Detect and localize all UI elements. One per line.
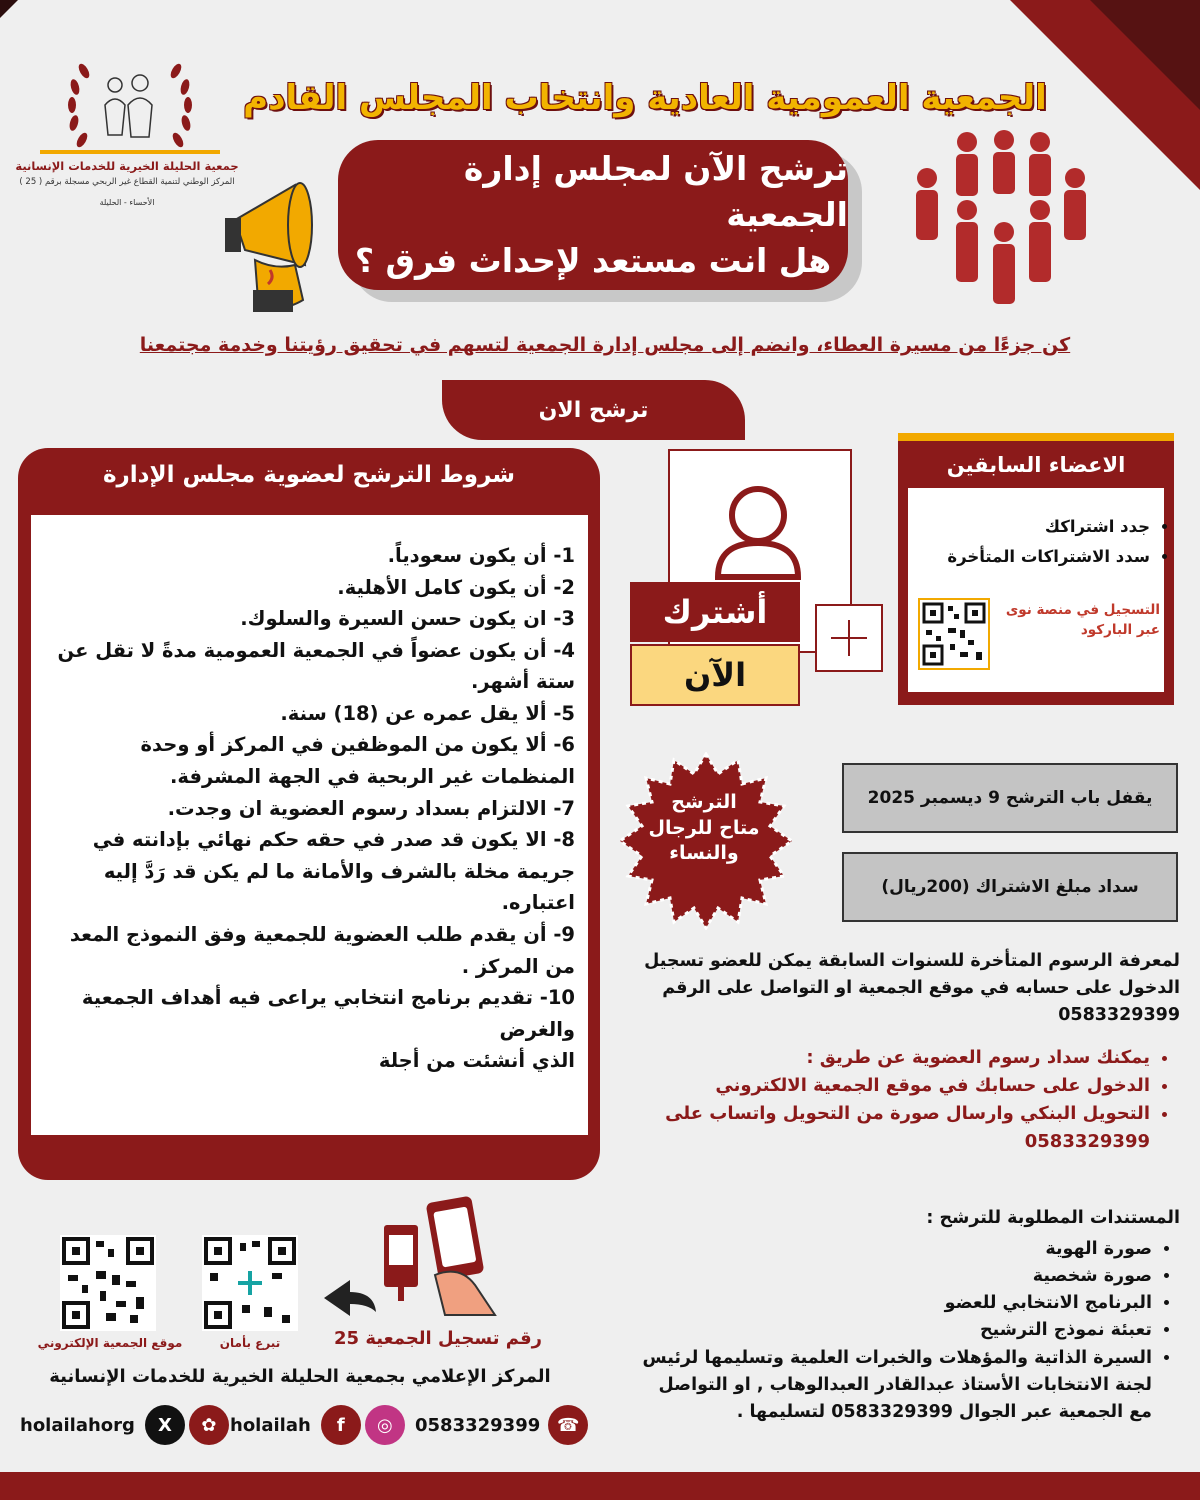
burst-line-1: الترشح bbox=[671, 791, 737, 813]
condition-item: 2- أن يكون كامل الأهلية. bbox=[337, 575, 575, 599]
tagline: كن جزءًا من مسيرة العطاء، وانضم إلى مجلس إدارة الجمعية لتسهم في تحقيق رؤيتنا وخدمة مجتمعنا bbox=[139, 334, 1071, 356]
logo-name: جمعية الحليلة الخيرية للخدمات الإنسانية bbox=[15, 159, 239, 173]
logo-emblem bbox=[60, 45, 200, 160]
late-fees-info: لمعرفة الرسوم المتأخرة للسنوات السابقة يمكن للعضو تسجيل الدخول على حسابه في موقع الجمعية او التواصل على الرقم 0583329399 bbox=[644, 951, 1180, 1026]
footer-bar bbox=[0, 1472, 1200, 1500]
phone-icon: ☎ bbox=[548, 1405, 588, 1445]
call-line-1: ترشح الآن لمجلس إدارة الجمعية bbox=[463, 148, 848, 234]
document-item: • البرنامج الانتخابي للعضو bbox=[640, 1290, 1152, 1317]
burst-line-3: والنساء bbox=[669, 842, 739, 865]
previous-members-item: • جدد اشتراكك bbox=[915, 512, 1150, 542]
website-qr-code[interactable] bbox=[60, 1235, 156, 1331]
user-icon bbox=[712, 485, 804, 580]
phone-scan-icon bbox=[380, 1195, 500, 1320]
facebook-icon: f bbox=[321, 1405, 361, 1445]
documents-title: المستندات المطلوبة للترشح : bbox=[926, 1208, 1180, 1228]
condition-item: 7- الالتزام بسداد رسوم العضوية ان وجدت. bbox=[167, 796, 575, 820]
instagram-icon: ◎ bbox=[365, 1405, 405, 1445]
conditions-title: شروط الترشح لعضوية مجلس الإدارة bbox=[102, 462, 516, 488]
website-label: موقع الجمعية الإلكتروني bbox=[37, 1336, 183, 1350]
register-line-2: عبر الباركود bbox=[1080, 622, 1160, 639]
condition-item: 6- ألا يكون من الموظفين في المركز أو وحدة المنظمات غير الربحية في الجهة المشرفة. bbox=[140, 733, 575, 789]
media-center-label: المركز الإعلامي بجمعية الحليلة الخيرية للخدمات الإنسانية bbox=[49, 1366, 551, 1387]
logo-location: الأحساء - الحليلة bbox=[99, 198, 155, 207]
call-to-action-banner bbox=[338, 140, 848, 290]
document-item: • تعبئة نموذج الترشيح bbox=[640, 1317, 1152, 1344]
condition-item: 8- الا يكون قد صدر في حقه حكم نهائي بإدانته في جريمة مخلة بالشرف والأمانة ما لم يكن قد رَدَّ إليه اعتباره. bbox=[92, 828, 575, 915]
page-title: الجمعية العمومية العادية وانتخاب المجلس القادم bbox=[243, 78, 1047, 118]
condition-item: 10- تقديم برنامج انتخابي يراعى فيه أهداف الجمعية والغرض bbox=[81, 986, 575, 1041]
payment-item: • يمكنك سداد رسوم العضوية عن طريق : bbox=[640, 1044, 1150, 1072]
previous-members-list bbox=[915, 512, 1172, 571]
logo-divider bbox=[40, 150, 220, 154]
condition-item: 9- أن يقدم طلب العضوية للجمعية وفق النموذج المعد من المركز . bbox=[69, 922, 575, 978]
phone-number: 0583329399 bbox=[415, 1414, 541, 1436]
x-icon: X bbox=[145, 1405, 185, 1445]
nawa-register-note bbox=[990, 600, 1160, 641]
phone-contact[interactable] bbox=[415, 1400, 588, 1450]
payment-methods-list bbox=[640, 1044, 1178, 1156]
payment-item: • التحويل البنكي وارسال صورة من التحويل واتساب على 0583329399 bbox=[640, 1100, 1150, 1156]
donate-label: تبرع بأمان bbox=[219, 1336, 281, 1350]
condition-item: 4- أن يكون عضواً في الجمعية العمومية مدةً لا تقل عن ستة أشهر. bbox=[57, 638, 575, 694]
corner-decoration-dark bbox=[1090, 0, 1200, 110]
instagram-contact[interactable] bbox=[230, 1400, 405, 1450]
condition-item: 3- ان يكون حسن السيرة والسلوك. bbox=[240, 607, 575, 631]
document-item: • صورة الهوية bbox=[640, 1236, 1152, 1263]
document-item: • صورة شخصية bbox=[640, 1263, 1152, 1290]
condition-item: 1- أن يكون سعودياً. bbox=[387, 544, 575, 567]
previous-members-item: • سدد الاشتراكات المتأخرة bbox=[915, 542, 1150, 572]
arrow-left-icon bbox=[322, 1278, 378, 1318]
corner-decoration-left bbox=[0, 0, 18, 18]
join-button-bottom[interactable]: الآن bbox=[630, 644, 800, 706]
call-line-2: هل انت مستعد لإحداث فرق ؟ bbox=[354, 241, 832, 281]
instagram-handle: holailah bbox=[230, 1414, 311, 1436]
register-line-1: التسجيل في منصة نوى bbox=[1005, 602, 1160, 618]
conditions-list bbox=[45, 540, 575, 1077]
documents-list bbox=[640, 1236, 1180, 1426]
people-group-icon bbox=[912, 130, 1087, 305]
fee-box: سداد مبلغ الاشتراك (200ريال) bbox=[842, 852, 1178, 922]
logo-subtitle: المركز الوطني لتنمية القطاع غير الربحي مسجلة برقم ( 25 ) bbox=[19, 177, 235, 187]
document-item: • السيرة الذاتية والمؤهلات والخبرات العلمية وتسليمها لرئيس لجنة الانتخابات الأستاذ عبدالقادر العبدالوهاب , او التواصل مع الجمعية عبر الجوال 0583329399 لتسليمها . bbox=[640, 1345, 1152, 1426]
previous-members-title: الاعضاء السابقين bbox=[946, 453, 1126, 477]
burst-line-2: متاح للرجال bbox=[648, 816, 760, 839]
deadline-box: يقفل باب الترشح 9 ديسمبر 2025 bbox=[842, 763, 1178, 833]
donate-qr-code[interactable] bbox=[202, 1235, 298, 1331]
snapchat-icon: ✿ bbox=[189, 1405, 229, 1445]
payment-item: • الدخول على حسابك في موقع الجمعية الالكتروني bbox=[640, 1072, 1150, 1100]
x-contact[interactable] bbox=[20, 1400, 229, 1450]
join-button-top[interactable]: أشترك bbox=[630, 582, 800, 642]
previous-members-accent bbox=[898, 433, 1174, 441]
condition-item: 5- ألا يقل عمره عن (18) سنة. bbox=[280, 701, 575, 725]
nominate-now-button[interactable]: ترشح الان bbox=[442, 380, 745, 440]
megaphone-icon bbox=[225, 170, 335, 315]
availability-text bbox=[614, 790, 794, 867]
condition-item: الذي أنشئت من أجلة bbox=[378, 1049, 575, 1073]
x-handle: holailahorg bbox=[20, 1414, 135, 1436]
nawa-qr-code[interactable] bbox=[918, 598, 990, 670]
plus-icon[interactable] bbox=[815, 604, 883, 672]
registration-number: رقم تسجيل الجمعية 25 bbox=[334, 1328, 542, 1349]
